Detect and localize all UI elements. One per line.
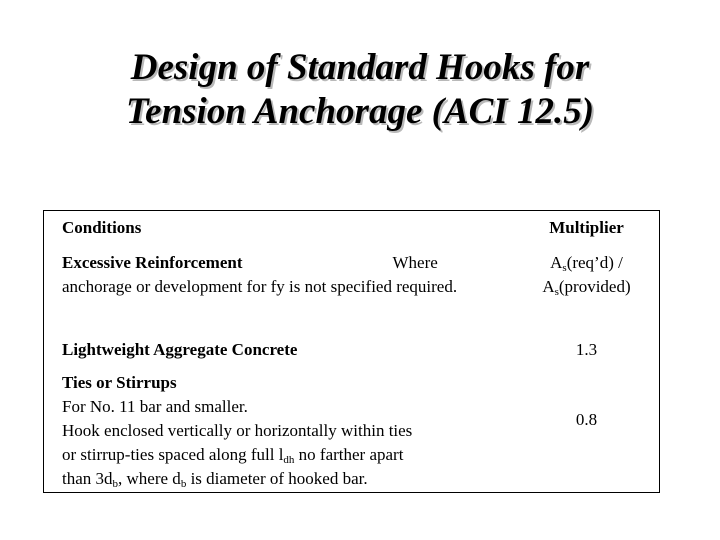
- condition-heading: Excessive Reinforcement: [62, 253, 243, 272]
- mult-text: (provided): [558, 277, 631, 296]
- condition-line: , where d: [118, 469, 181, 488]
- header-conditions: Conditions: [62, 218, 142, 237]
- title-line-1: Design of Standard Hooks for: [130, 47, 590, 88]
- subscript: b: [180, 478, 187, 490]
- condition-line: is diameter of hooked bar.: [186, 469, 368, 488]
- condition-line: no farther apart: [294, 445, 404, 464]
- condition-line: or stirrup-ties spaced along full l: [62, 445, 284, 464]
- subscript: dh: [283, 454, 295, 466]
- condition-body: anchorage or development for fy is not specified required.: [62, 277, 458, 296]
- hook-multiplier-table: [43, 210, 660, 493]
- condition-line: than 3d: [62, 469, 113, 488]
- multiplier-lightweight-concrete: 1.3: [575, 340, 598, 359]
- subscript: b: [112, 478, 119, 490]
- mult-text: A: [550, 253, 563, 272]
- condition-lightweight-concrete: Lightweight Aggregate Concrete: [62, 340, 298, 359]
- condition-line: For No. 11 bar and smaller.: [62, 397, 248, 416]
- title-line-2: Tension Anchorage (ACI 12.5): [125, 91, 595, 132]
- mult-subscript: s: [562, 262, 567, 274]
- mult-text: (req’d) /: [566, 253, 623, 272]
- multiplier-excessive-reinforcement: [514, 251, 659, 299]
- condition-heading-tail: Where: [392, 253, 438, 272]
- condition-heading: Ties or Stirrups: [62, 373, 177, 392]
- mult-subscript: s: [554, 286, 559, 298]
- header-multiplier: Multiplier: [549, 218, 624, 237]
- mult-text: A: [542, 277, 555, 296]
- condition-excessive-reinforcement: [62, 251, 482, 299]
- multiplier-ties-or-stirrups: 0.8: [575, 410, 598, 429]
- condition-line: Hook enclosed vertically or horizontally within ties: [62, 421, 413, 440]
- condition-ties-or-stirrups: [62, 371, 482, 491]
- page-title: [0, 46, 720, 134]
